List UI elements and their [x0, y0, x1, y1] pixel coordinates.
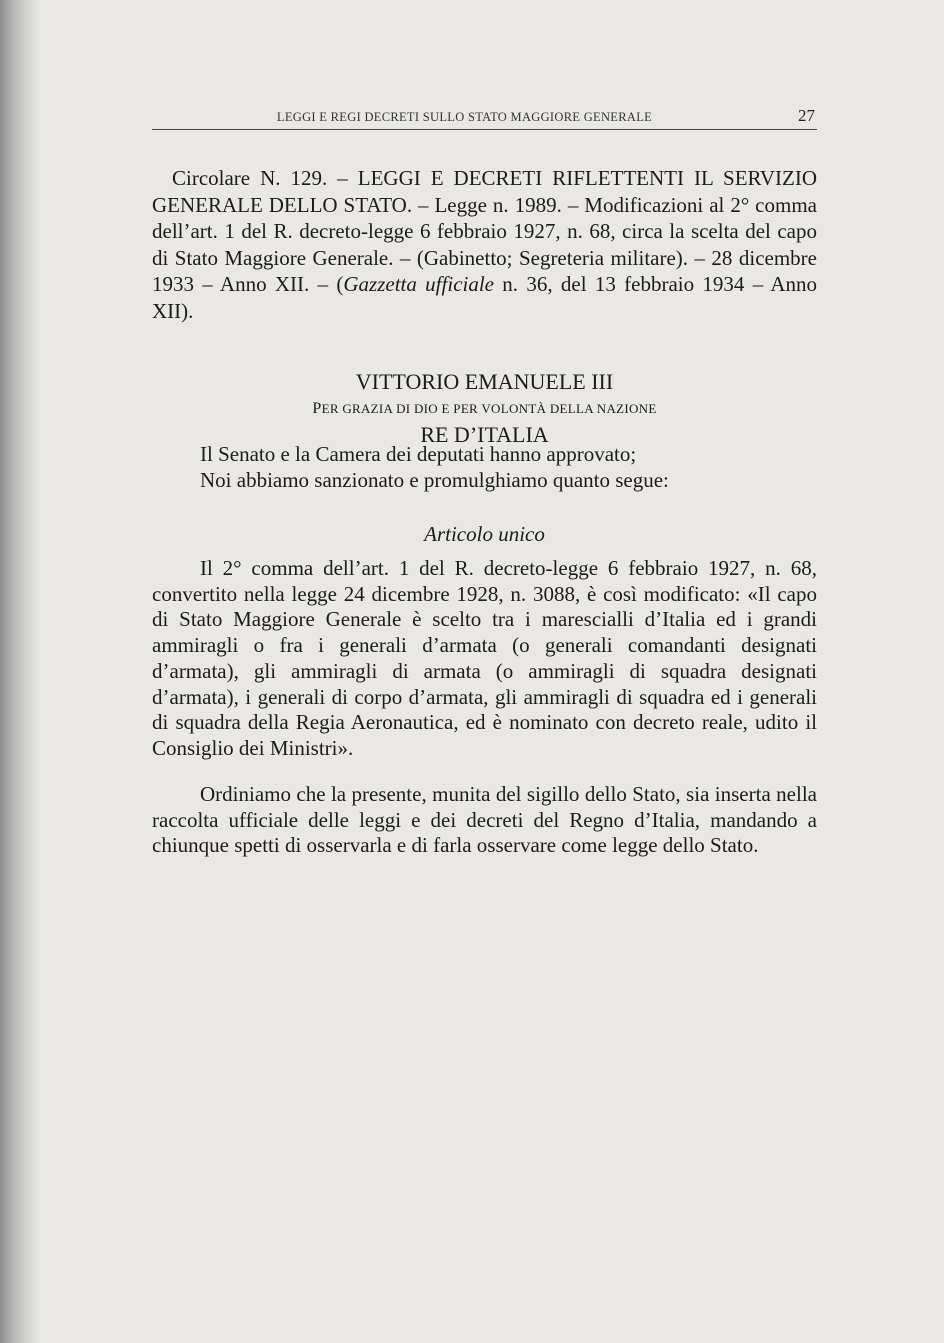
grace-formula — [152, 400, 817, 418]
approval-line: Il Senato e la Camera dei deputati hanno approvato; — [200, 442, 637, 466]
article-title: Articolo unico — [424, 522, 545, 546]
running-title: LEGGI E REGI DECRETI SULLO STATO MAGGIORE GENERALE — [276, 110, 653, 124]
gazette-name: Gazzetta ufficiale — [343, 272, 495, 297]
grace-rest: ER GRAZIA DI DIO E PER VOLONTÀ DELLA NAZIONE — [321, 401, 657, 416]
circular-text-end: n. 36, del 13 febbraio 1934 – Anno XII). — [152, 272, 818, 323]
circular-heading — [152, 165, 817, 325]
page-number: 27 — [798, 106, 815, 125]
circular-text: Circolare N. 129. – LEGGI E DECRETI RIFLETTENTI IL SERVIZIO GENERALE DELLO STATO. – Legge n. 1989. – Modificazioni al 2° comma dell’art. 1 del R. decreto-legge 6 febbraio 1927, n. 68, circa la scelta del capo di Stato Maggiore Generale. – (Gabinetto; Segreteria militare). – 28 dicembre 1933 – Anno XII. – ( — [152, 166, 817, 297]
king-title: RE D’ITALIA — [420, 422, 549, 447]
article-body: Il 2° comma dell’art. 1 del R. decreto-legge 6 febbraio 1927, n. 68, convertito nella legge 24 dicembre 1928, n. 3088, è così modificato: «Il capo di Stato Maggiore Generale è scelto tra i marescialli d’Italia ed i grandi ammiragli o fra i generali d’armata (o generali comandanti designati d’armata), gli ammiragli di armata (o ammiragli di squadra designati d’armata), i generali di corpo d’armata, gli ammiragli di squadra ed i generali di squadra della Regia Aeronautica, ed è nominato con decreto reale, udito il Consiglio dei Ministri». — [152, 556, 817, 760]
order-paragraph: Ordiniamo che la presente, munita del sigillo dello Stato, sia inserta nella raccolta ufficiale delle leggi e dei decreti del Regno d’Italia, mandando a chiunque spetti di osservarla e di farla osservare come legge dello Stato. — [152, 782, 817, 858]
grace-initial: P — [312, 400, 322, 417]
page-header — [152, 107, 817, 130]
king-name: VITTORIO EMANUELE III — [355, 369, 614, 394]
sanction-line: Noi abbiamo sanzionato e promulghiamo quanto segue: — [200, 468, 669, 492]
